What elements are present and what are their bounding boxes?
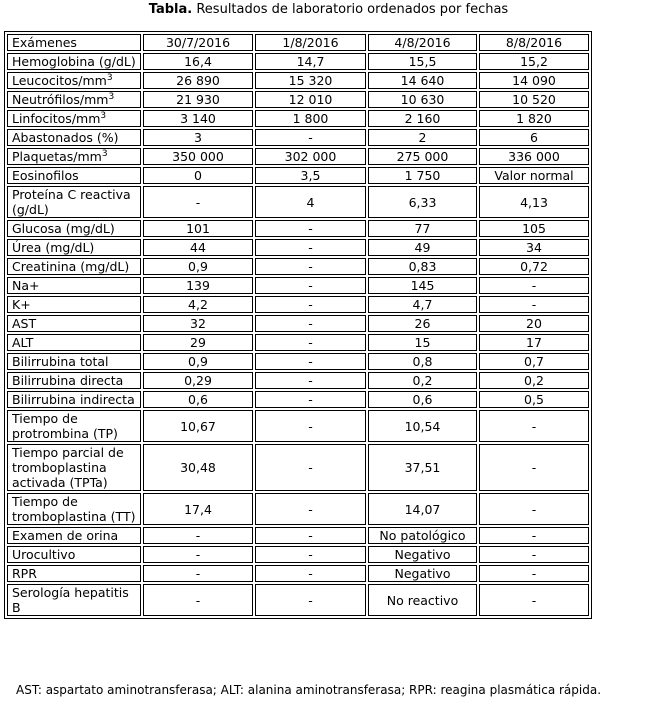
row-label [7,220,141,237]
value-cell-30-7-2016: 26 890 [143,72,253,89]
row-label-text: Examen de orina [12,528,119,543]
header-date-3: 4/8/2016 [368,34,477,51]
table-footnote: AST: aspartato aminotransferasa; ALT: alanina aminotransferasa; RPR: reagina plasmática rápida. [16,683,602,697]
value-cell-8-8-2016: 17 [479,334,589,351]
table-row-urocultivo [7,546,589,563]
value-cell-8-8-2016: - [479,444,589,491]
value-cell-4-8-2016: 0,2 [368,372,477,389]
table-row-tiempo-de-tromboplastina-tt [7,493,589,525]
value-cell-1-8-2016: - [255,493,366,525]
value-cell-30-7-2016: 350 000 [143,148,253,165]
table-row-tiempo-parcial-de-tromboplastina-activada-tpta [7,444,589,491]
value-cell-1-8-2016: 1 800 [255,110,366,127]
value-cell-8-8-2016: 336 000 [479,148,589,165]
row-label [7,546,141,563]
table-row-k [7,296,589,313]
value-cell-30-7-2016: 4,2 [143,296,253,313]
table-row-examen-de-orina [7,527,589,544]
row-label-text: Abastonados (%) [12,130,119,145]
row-label [7,186,141,218]
table-row-proteina-c-reactiva-g-dl [7,186,589,218]
value-cell-8-8-2016: - [479,277,589,294]
value-cell-4-8-2016: 37,51 [368,444,477,491]
table-row-rpr [7,565,589,582]
value-cell-1-8-2016: 302 000 [255,148,366,165]
table-row-neutrofilos-mm [7,91,589,108]
row-label-text: Bilirrubina directa [12,373,124,388]
row-label-text: Plaquetas/mm [12,149,102,164]
value-cell-4-8-2016: 0,8 [368,353,477,370]
table-row-glucosa-mg-dl [7,220,589,237]
table-caption [0,2,657,17]
value-cell-30-7-2016: 16,4 [143,53,253,70]
header-date-2: 1/8/2016 [255,34,366,51]
row-label-text: AST [12,316,37,331]
value-cell-4-8-2016: 15 [368,334,477,351]
row-label-text: Urocultivo [12,547,76,562]
value-cell-30-7-2016: 0 [143,167,253,184]
row-label-text: Tiempo de protrombina (TP) [12,411,118,441]
caption-prefix: Tabla. [148,2,193,17]
value-cell-4-8-2016: 0,6 [368,391,477,408]
value-cell-8-8-2016: 6 [479,129,589,146]
value-cell-1-8-2016: - [255,444,366,491]
value-cell-1-8-2016: - [255,584,366,616]
header-date-4: 8/8/2016 [479,34,589,51]
row-label [7,296,141,313]
row-label-text: Bilirrubina total [12,354,109,369]
value-cell-8-8-2016: 0,5 [479,391,589,408]
row-label-text: Tiempo de tromboplastina (TT) [12,494,136,524]
value-cell-1-8-2016: - [255,565,366,582]
table-row-urea-mg-dl [7,239,589,256]
row-label [7,410,141,442]
value-cell-8-8-2016: 34 [479,239,589,256]
value-cell-30-7-2016: 10,67 [143,410,253,442]
value-cell-1-8-2016: - [255,315,366,332]
row-label-text: ALT [12,335,34,350]
value-cell-8-8-2016: Valor normal [479,167,589,184]
value-cell-1-8-2016: - [255,527,366,544]
row-label [7,72,141,89]
value-cell-30-7-2016: - [143,584,253,616]
value-cell-30-7-2016: 29 [143,334,253,351]
value-cell-1-8-2016: - [255,296,366,313]
value-cell-30-7-2016: 101 [143,220,253,237]
table-row-plaquetas-mm [7,148,589,165]
value-cell-8-8-2016: 10 520 [479,91,589,108]
lab-results-body [7,34,589,616]
value-cell-4-8-2016: 1 750 [368,167,477,184]
table-header-row [7,34,589,51]
value-cell-1-8-2016: - [255,220,366,237]
value-cell-4-8-2016: 26 [368,315,477,332]
value-cell-30-7-2016: 139 [143,277,253,294]
value-cell-30-7-2016: 3 140 [143,110,253,127]
value-cell-1-8-2016: - [255,277,366,294]
row-label-text: Eosinofilos [12,168,79,183]
value-cell-1-8-2016: - [255,410,366,442]
row-label-superscript: 3 [101,148,108,159]
row-label-text: Neutrófilos/mm [12,92,109,107]
value-cell-1-8-2016: - [255,334,366,351]
table-row-bilirrubina-total [7,353,589,370]
value-cell-4-8-2016: Negativo [368,565,477,582]
value-cell-8-8-2016: 105 [479,220,589,237]
value-cell-1-8-2016: - [255,391,366,408]
table-row-eosinofilos [7,167,589,184]
value-cell-30-7-2016: - [143,546,253,563]
value-cell-8-8-2016: - [479,296,589,313]
row-label-superscript: 3 [100,110,107,121]
value-cell-1-8-2016: - [255,239,366,256]
value-cell-8-8-2016: 15,2 [479,53,589,70]
value-cell-4-8-2016: 2 160 [368,110,477,127]
row-label [7,148,141,165]
row-label-text: Bilirrubina indirecta [12,392,135,407]
row-label-text: Na+ [12,278,40,293]
value-cell-1-8-2016: - [255,372,366,389]
value-cell-4-8-2016: 14,07 [368,493,477,525]
value-cell-30-7-2016: 30,48 [143,444,253,491]
table-row-creatinina-mg-dl [7,258,589,275]
value-cell-4-8-2016: 14 640 [368,72,477,89]
table-row-tiempo-de-protrombina-tp [7,410,589,442]
table-row-ast [7,315,589,332]
table-row-serologia-hepatitis-b [7,584,589,616]
value-cell-30-7-2016: - [143,527,253,544]
caption-text: Resultados de laboratorio ordenados por fechas [196,2,509,17]
lab-results-table [4,31,592,619]
row-label [7,493,141,525]
value-cell-30-7-2016: - [143,565,253,582]
value-cell-1-8-2016: 14,7 [255,53,366,70]
table-row-leucocitos-mm [7,72,589,89]
value-cell-8-8-2016: 0,72 [479,258,589,275]
row-label [7,584,141,616]
value-cell-8-8-2016: - [479,493,589,525]
value-cell-4-8-2016: 10 630 [368,91,477,108]
row-label [7,91,141,108]
table-row-linfocitos-mm [7,110,589,127]
table-row-alt [7,334,589,351]
table-row-na [7,277,589,294]
value-cell-4-8-2016: 15,5 [368,53,477,70]
table-row-hemoglobina-g-dl [7,53,589,70]
row-label [7,110,141,127]
row-label [7,277,141,294]
value-cell-4-8-2016: 2 [368,129,477,146]
row-label-text: Úrea (mg/dL) [12,240,95,255]
value-cell-8-8-2016: - [479,527,589,544]
row-label-text: Glucosa (mg/dL) [12,221,115,236]
value-cell-4-8-2016: 77 [368,220,477,237]
value-cell-4-8-2016: 275 000 [368,148,477,165]
value-cell-4-8-2016: 6,33 [368,186,477,218]
value-cell-1-8-2016: - [255,258,366,275]
value-cell-4-8-2016: 4,7 [368,296,477,313]
row-label-text: Proteína C reactiva (g/dL) [12,187,131,217]
value-cell-8-8-2016: - [479,410,589,442]
row-label [7,53,141,70]
row-label-text: Leucocitos/mm [12,73,107,88]
row-label [7,444,141,491]
row-label-text: Tiempo parcial de tromboplastina activada (TPTa) [12,445,124,490]
value-cell-1-8-2016: 15 320 [255,72,366,89]
row-label [7,315,141,332]
value-cell-30-7-2016: 3 [143,129,253,146]
value-cell-30-7-2016: 44 [143,239,253,256]
header-examenes: Exámenes [7,34,141,51]
row-label [7,129,141,146]
value-cell-1-8-2016: 4 [255,186,366,218]
row-label [7,239,141,256]
row-label-text: Creatinina (mg/dL) [12,259,130,274]
value-cell-1-8-2016: 12 010 [255,91,366,108]
value-cell-8-8-2016: 1 820 [479,110,589,127]
value-cell-4-8-2016: 145 [368,277,477,294]
value-cell-4-8-2016: Negativo [368,546,477,563]
value-cell-8-8-2016: 0,2 [479,372,589,389]
row-label [7,334,141,351]
table-row-bilirrubina-directa [7,372,589,389]
value-cell-1-8-2016: - [255,353,366,370]
header-date-1: 30/7/2016 [143,34,253,51]
table-row-abastonados [7,129,589,146]
row-label-text: RPR [12,566,37,581]
value-cell-8-8-2016: 14 090 [479,72,589,89]
row-label [7,167,141,184]
value-cell-30-7-2016: - [143,186,253,218]
row-label-text: Serología hepatitis B [12,585,129,615]
row-label [7,353,141,370]
value-cell-30-7-2016: 0,6 [143,391,253,408]
row-label-superscript: 3 [106,72,113,83]
value-cell-4-8-2016: 0,83 [368,258,477,275]
value-cell-4-8-2016: No patológico [368,527,477,544]
value-cell-8-8-2016: 20 [479,315,589,332]
value-cell-30-7-2016: 0,9 [143,353,253,370]
row-label [7,391,141,408]
table-row-bilirrubina-indirecta [7,391,589,408]
value-cell-1-8-2016: 3,5 [255,167,366,184]
row-label [7,372,141,389]
value-cell-30-7-2016: 0,9 [143,258,253,275]
row-label [7,258,141,275]
row-label-text: Hemoglobina (g/dL) [12,54,136,69]
row-label [7,527,141,544]
row-label-superscript: 3 [108,91,115,102]
row-label [7,565,141,582]
row-label-text: K+ [12,297,31,312]
value-cell-8-8-2016: - [479,546,589,563]
value-cell-8-8-2016: - [479,584,589,616]
value-cell-4-8-2016: 10,54 [368,410,477,442]
value-cell-30-7-2016: 17,4 [143,493,253,525]
value-cell-30-7-2016: 32 [143,315,253,332]
value-cell-1-8-2016: - [255,129,366,146]
value-cell-8-8-2016: - [479,565,589,582]
value-cell-4-8-2016: No reactivo [368,584,477,616]
value-cell-1-8-2016: - [255,546,366,563]
value-cell-30-7-2016: 0,29 [143,372,253,389]
value-cell-30-7-2016: 21 930 [143,91,253,108]
value-cell-8-8-2016: 4,13 [479,186,589,218]
value-cell-8-8-2016: 0,7 [479,353,589,370]
row-label-text: Linfocitos/mm [12,111,101,126]
value-cell-4-8-2016: 49 [368,239,477,256]
